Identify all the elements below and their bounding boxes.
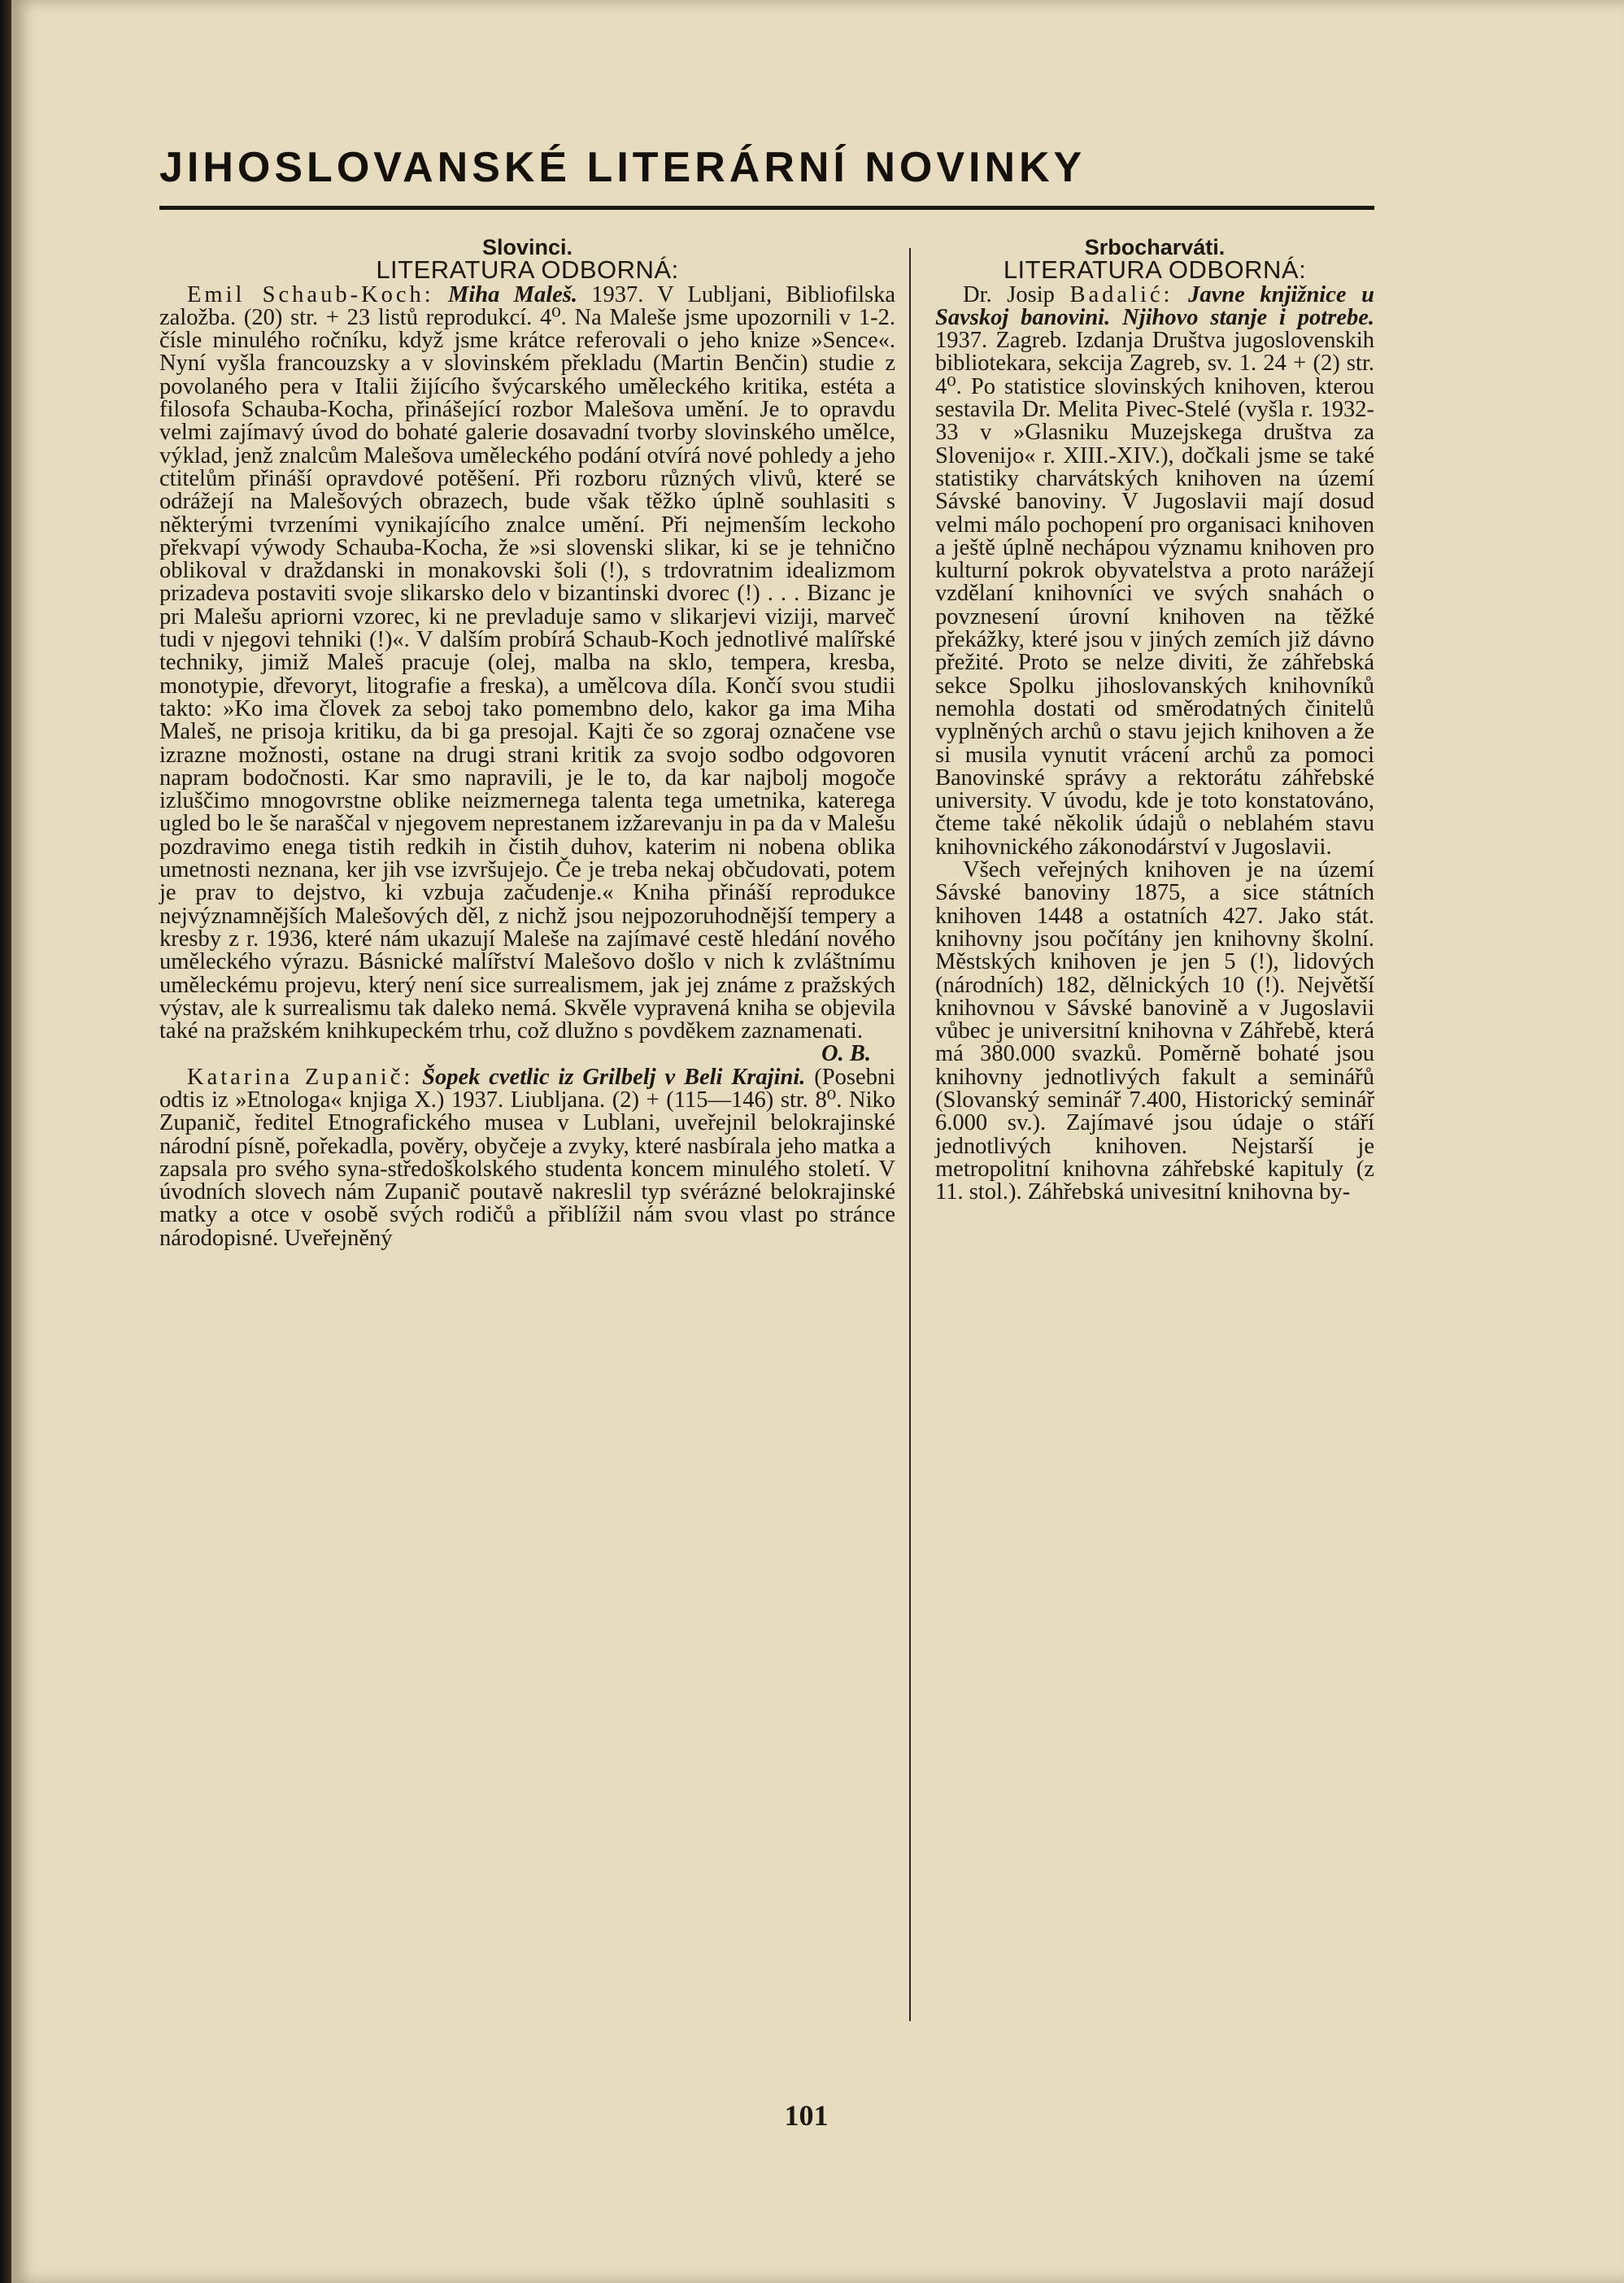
subsection-literatura-odborna: LITERATURA ODBORNÁ: <box>1003 255 1307 285</box>
entry-body: 1937. Zagreb. Izdanja Društva jugoslovenskih bibliotekara, sekcija Zagreb, sv. 1. 24 + (2) str. 4⁰. Po statistice slovinských knihoven, kterou sestavila Dr. Melita Pivec-Stelé (vyšla r. 1932-33 v »Glasniku Muzejskega društva za Slovenijo« r. XIII.-XIV.), dočkali jsme se také statistiky charvátských knihoven na území Sávské banoviny. V Jugoslavii mají dosud velmi málo pochopení pro organisaci knihoven a ještě úplně nechápou významu knihoven pro kulturní pokrok obyvatelstva a proto narážejí vzdělaní knihovníci ve svých snahách o povznesení úrovní knihoven na těžké překážky, které jsou v jiných zemích již dávno přežité. Proto se nelze diviti, že záhřebská sekce Spolku jihoslovanských knihovníků nemohla dostati od směrodatných činitelů vyplněných archů o stavu jejich knihoven a že si musila vynutit vrácení archů za pomoci Banovinské správy a rektorátu záhřebské university. V úvodu, kde je toto konstatováno, čteme také několik údajů o neblahém stavu knihovnického zákonodárství v Jugoslavii. <box>935 328 1374 860</box>
entry-schaub-koch <box>159 281 895 1067</box>
entry-author: Emil Schaub-Koch: <box>187 281 434 307</box>
header-rule <box>159 206 1374 210</box>
entry-zupanic <box>159 1066 895 1250</box>
page-number: 101 <box>784 2099 829 2132</box>
entry-badalic-continued: Všech veřejných knihoven je na území Sávské banoviny 1875, a sice státních knihoven 1448 a ostatních 427. Jako stát. knihovny jsou počítány jen knihovny školní. Městských knihoven je jen 5 (!), lidových (národních) 182, dělnických 10 (!). Největší knihovnou v Sávské banovině a v Jugoslavii vůbec je universitní knihovna v Záhřebě, která má 380.000 svazků. Poměrně bohaté jsou knihovny jednotlivých fakult a seminářů (Slovanský seminář 7.400, Historický seminář 6.000 sv.). Zajímavé jsou údaje o stáří jednotlivých knihoven. Nejstarší je metropolitní knihovna záhřebské kapituly (z 11. stol.). Záhřebská univesitní knihovna by- <box>935 857 1374 1205</box>
left-column <box>159 236 895 1250</box>
entry-author: Badalić: <box>1069 281 1173 307</box>
entry-author: Katarina Zupanič: <box>187 1064 414 1090</box>
entry-body: 1937. V Lubljani, Bibliofilska založba. (20) str. + 23 listů reprodukcí. 4⁰. Na Maleše jsme upozornili v 1-2. čísle minulého ročníku, když jsme krátce referovali o jeho knize »Sence«. Nyní vyšla francouzsky a v slovinském překladu (Martin Benčin) studie z povolaného pera v Italii žijícího švýcarského uměleckého kritika, estéta a filosofa Schauba-Kocha, přinášející rozbor Malešova umění. Je to opravdu velmi zajímavý úvod do bohaté galerie dosavadní tvorby slovinského umělce, výklad, jenž znalcům Malešova uměleckého podání otvírá nové pohledy a jeho ctitelům přináší opravdové potěšení. Při rozboru různých vlivů, které se odrážejí na Malešových obrazech, bude však těžko úplně souhlasiti s některými tvrzeními vynikajícího znalce umění. Při nejmenším leckoho překvapí výwody Schauba-Kocha, že »si slovenski slikar, ki se je tehnično oblikoval v draždanski in monakovski šoli (!), s trdovratnim idealizmom prizadeva postaviti svoje slikarsko delo v bizantinski dvorec (!) . . . Bizanc je pri Malešu apriorni vzorec, ki ne prevladuje samo v slikarjevi viziji, marveč tudi v njegovi tehniki (!)«. V dalším probírá Schaub-Koch jednotlivé malířské techniky, jimiž Maleš pracuje (olej, malba na sklo, tempera, kresba, monotypie, dřevoryt, litografie a freska), a umělcova díla. Končí svou studii takto: »Ko ima človek za seboj tako pomembno delo, kakor ga ima Miha Maleš, ne prisoja kritiku, da bi ga presojal. Kajti če so zgoraj označene vse izrazne možnosti, ostane na drugi strani kritik za svojo sodbo odgovoren napram bodočnosti. Kar smo napravili, je le to, da kar najbolj mogoče izluščimo mnogovrstne oblike neizmernega talenta tega umetnika, katerega ugled bo le še naraščal v njegovem neprestanem izžarevanju in pa da v Malešu pozdravimo enega tistih redkih in čistih duhov, katerim ni nobena oblika umetnosti neznana, ker jih vse izvršujejo. Če je treba nekaj občudovati, potem je prav to dejstvo, ki vzbuja začudenje.« Kniha přináší reprodukce nejvýznamnějších Malešových děl, z nichž jsou nejpozoruhodnější tempery a kresby z r. 1936, které nám ukazují Maleše na zajímavé cestě hledání nového uměleckého výrazu. Básnické malířství Malešovo došlo v nich k zvláštnímu uměleckému projevu, který není sice surrealismem, jak jej známe z pražských výstav, ale k surrealismu tak daleko nemá. Skvěle vypravená kniha se objevila také na pražském knihkupeckém trhu, což dlužno s povděkem zaznamenati. <box>159 281 895 1044</box>
entry-author-prefix: Dr. Josip <box>963 281 1055 307</box>
subsection-literatura-odborna: LITERATURA ODBORNÁ: <box>376 255 679 285</box>
section-title-slovinci: Slovinci. <box>481 235 573 259</box>
right-column <box>935 236 1374 1204</box>
entry-badalic <box>935 281 1374 860</box>
entry-title: Javne knjižnice u Savskoj banovini. Njihovo stanje i potrebe. <box>935 281 1374 330</box>
section-title-srbocharvati: Srbocharváti. <box>1084 235 1226 259</box>
book-spine <box>0 0 11 2283</box>
entry-title: Šopek cvetlic iz Grilbelj v Beli Krajini. <box>422 1064 806 1090</box>
column-divider <box>909 248 911 2021</box>
entry-body: (Posebni odtis iz »Etnologa« knjiga X.) 1937. Liubljana. (2) + (115—146) str. 8⁰. Niko Zupanič, ředitel Etnografického musea v Lublani, uveřejnil belokrajinské národní písně, pořekadla, pověry, obyčeje a zvyky, které nasbírala jeho matka a zapsala pro svého syna-středoškolského studenta koncem minulého století. V úvodních slovech nám Zupanič poutavě nakreslil typ svérázné belokrajinské matky a otce v osobě svých rodičů a přiblížil nám svou vlast po stránce národopisné. Uveřejněný <box>159 1064 896 1251</box>
page-header-title: JIHOSLOVANSKÉ LITERÁRNÍ NOVINKY <box>159 144 1086 191</box>
entry-signature: O. B. <box>821 1041 871 1067</box>
entry-title: Miha Maleš. <box>447 281 577 307</box>
